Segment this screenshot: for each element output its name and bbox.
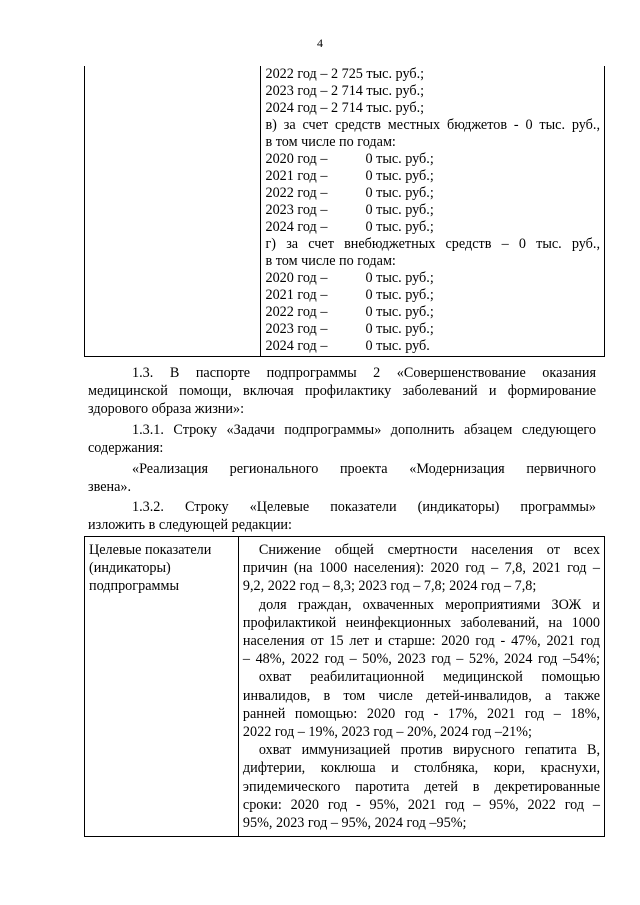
extrabudget-subheading: в том числе по годам: (265, 253, 396, 269)
local-budget-heading: в) за счет средств местных бюджетов - 0 тыс. руб., (265, 117, 600, 133)
indicators-table (84, 536, 605, 837)
year-amount: 0 тыс. руб.; (365, 219, 434, 235)
paragraph-line: 1.3. В паспорте подпрограммы 2 «Совершенствование оказания (132, 365, 596, 381)
indicators-label-line: (индикаторы) (89, 560, 171, 576)
year-label: 2021 год – (265, 168, 328, 184)
year-label: 2024 год – (265, 338, 328, 354)
financing-label-cell (85, 66, 261, 357)
year-amount: 0 тыс. руб.; (365, 185, 434, 201)
year-amount: 0 тыс. руб.; (365, 287, 434, 303)
indicators-label-line: Целевые показатели (89, 542, 212, 558)
indicator-line: ранней помощью: 2020 год - 17%, 2021 год – 18%, (242, 705, 600, 722)
extrabudget-year-row (265, 287, 600, 304)
indicator-line: 2022 год – 19%, 2023 год – 20%, 2024 год –21%; (242, 724, 532, 741)
extrabudget-year-row (265, 304, 600, 321)
indicator-line: сроки: 2020 год - 95%, 2021 год – 95%, 2022 год – (242, 796, 600, 813)
year-label: 2022 год – (265, 185, 328, 201)
paragraph-line: 1.3.1. Строку «Задачи подпрограммы» дополнить абзацем следующего (132, 422, 596, 438)
year-amount: 0 тыс. руб.; (365, 151, 434, 167)
year-label: 2023 год – (265, 321, 328, 337)
year-amount: 0 тыс. руб.; (365, 304, 434, 320)
paragraph-line: звена». (88, 479, 132, 495)
financing-line: 2022 год – 2 725 тыс. руб.; (265, 66, 425, 82)
local-budget-subheading: в том числе по годам: (265, 134, 396, 150)
indicator-line: 9,2, 2022 год – 8,3; 2023 год – 7,8; 2024 год – 7,8; (242, 578, 537, 595)
year-label: 2022 год – (265, 304, 328, 320)
paragraph-line: медицинской помощи, включая профилактику заболеваний и формирование (88, 383, 596, 399)
paragraph-line: 1.3.2. Строку «Целевые показатели (индикаторы) программы» (132, 499, 596, 515)
indicator-line: эпидемического паротита детей в декретированные (242, 778, 600, 795)
local-budget-year-row (265, 219, 600, 236)
local-budget-year-row (265, 151, 600, 168)
local-budget-year-row (265, 202, 600, 219)
financing-line: 2023 год – 2 714 тыс. руб.; (265, 83, 425, 99)
paragraph-1-3-1 (88, 421, 596, 457)
year-label: 2020 год – (265, 270, 328, 286)
paragraph-line: изложить в следующей редакции: (88, 517, 292, 533)
indicator-line: инвалидов, в том числе детей-инвалидов, а также (242, 687, 600, 704)
indicator-line: охват иммунизацией против вирусного гепатита В, (258, 742, 600, 759)
local-budget-year-row (265, 185, 600, 202)
financing-values-cell (261, 66, 605, 357)
year-label: 2020 год – (265, 151, 328, 167)
year-amount: 0 тыс. руб.; (365, 202, 434, 218)
financing-table (84, 66, 605, 357)
year-label: 2024 год – (265, 219, 328, 235)
year-amount: 0 тыс. руб.; (365, 270, 434, 286)
year-label: 2023 год – (265, 202, 328, 218)
indicator-line: – 48%, 2022 год – 50%, 2023 год – 52%, 2024 год –54%; (242, 651, 600, 668)
indicator-line: профилактикой неинфекционных заболеваний, на 1000 (242, 614, 600, 631)
extrabudget-heading: г) за счет внебюджетных средств – 0 тыс. руб., (265, 236, 600, 252)
year-amount: 0 тыс. руб. (365, 338, 430, 354)
indicator-line: населения от 15 лет и старше: 2020 год - 47%, 2021 год (242, 633, 600, 650)
page-number: 4 (317, 36, 323, 50)
paragraph-1-3 (88, 364, 596, 418)
local-budget-year-row (265, 168, 600, 185)
indicator-line: доля граждан, охваченных мероприятиями ЗОЖ и (258, 596, 600, 613)
indicator-line: Снижение общей смертности населения от всех (258, 542, 600, 558)
indicators-label-line: подпрограммы (89, 578, 179, 594)
extrabudget-year-row (265, 321, 600, 338)
indicator-line: причин (на 1000 населения): 2020 год – 7,8, 2021 год – (242, 560, 600, 577)
year-amount: 0 тыс. руб.; (365, 321, 434, 337)
indicators-values-cell (238, 537, 604, 837)
extrabudget-year-row (265, 270, 600, 287)
year-label: 2021 год – (265, 287, 328, 303)
indicator-line: дифтерии, коклюша и столбняка, кори, краснухи, (242, 760, 600, 777)
paragraph-line: здорового образа жизни»: (88, 401, 245, 417)
indicators-label-cell (85, 537, 239, 837)
paragraph-line: «Реализация регионального проекта «Модернизация первичного (132, 461, 596, 477)
indicator-line: охват реабилитационной медицинской помощью (258, 669, 600, 686)
extrabudget-year-row (265, 338, 600, 355)
year-amount: 0 тыс. руб.; (365, 168, 434, 184)
paragraph-line: содержания: (88, 440, 164, 456)
paragraph-quote (88, 460, 596, 496)
paragraph-1-3-2 (88, 498, 596, 534)
financing-line: 2024 год – 2 714 тыс. руб.; (265, 100, 425, 116)
indicator-line: 95%, 2023 год – 95%, 2024 год –95%; (242, 815, 467, 832)
